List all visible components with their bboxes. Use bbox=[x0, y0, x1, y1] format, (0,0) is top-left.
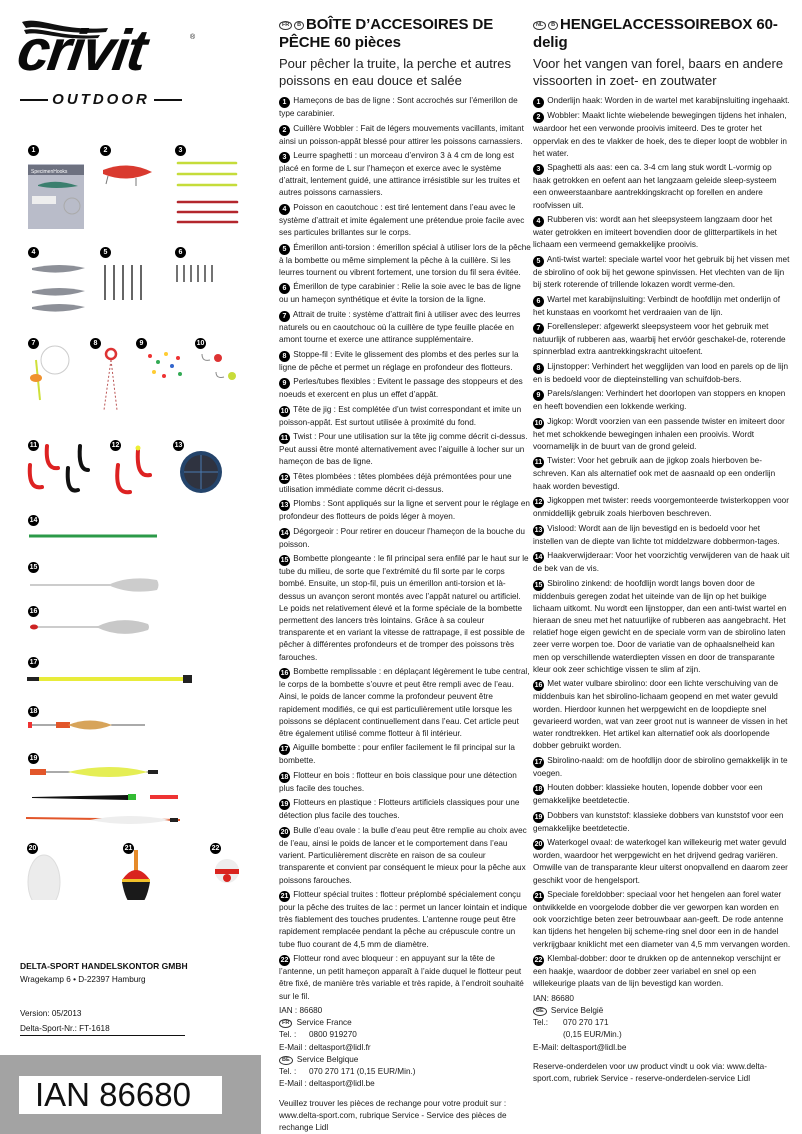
image-number-badge: 17 bbox=[29, 659, 38, 666]
divider bbox=[20, 1035, 185, 1036]
item-text: Flotteurs en plastique : Flotteurs artificiels classiques pour une détection plus facile des touches. bbox=[279, 798, 520, 821]
image-number-badge: 13 bbox=[174, 442, 183, 449]
tel-number: 070 270 171 bbox=[563, 1018, 609, 1028]
list-item bbox=[279, 770, 531, 795]
nl-flag-icon: NL bbox=[533, 21, 546, 30]
fr-spare-parts: Veuillez trouver les pièces de rechange pour votre produit sur : www.delta-sport.com, rubrique Service - Service des pièces de rechange Lidl bbox=[279, 1098, 507, 1132]
company-name: DELTA-SPORT HANDELSKONTOR GMBH bbox=[20, 961, 188, 971]
image-number-badge: 10 bbox=[196, 340, 205, 347]
item-text: Bombette remplissable : en déplaçant légèrement le tube central, le corps de la bombette s’ouvre et peut être rempli avec de l’eau. Ainsi, le poids de lancer comme la profondeur peuvent être rapidement modifiés, ce qui est particulièrement utile lorsque les poissons se déplacent continuellement dans l’eau. Cet article peut être également utilisé comme flotteur à fil intérieur. bbox=[279, 667, 530, 738]
item-number-badge: 22 bbox=[534, 957, 543, 965]
service-name: Service France bbox=[296, 1018, 352, 1028]
item-number-badge: 22 bbox=[280, 957, 289, 965]
be-flag-icon: BE bbox=[533, 1007, 547, 1016]
item-number-badge: 10 bbox=[280, 407, 289, 415]
item-text: Houten dobber: klassieke houten, lopende dobber voor een gemakkelijke beetdetectie. bbox=[533, 783, 763, 806]
list-item bbox=[533, 550, 791, 575]
item-number-badge: 20 bbox=[534, 841, 543, 849]
item-text: Leurre spaghetti : un morceau d’environ 3 à 4 cm de long est placé en forme de L sur l’hameçon et exerce avec le système d’attrait, lentement guidé, une attirance irrésistible sur les truites et autres poissons carnassiers. bbox=[279, 151, 520, 198]
item-text: Plombs : Sont appliqués sur la ligne et servent pour le réglage en profondeur des flotteurs de poids léger à moyen. bbox=[279, 499, 530, 522]
item-text: Attrait de truite : système d’attrait fini à utiliser avec des leurres naturels ou en caoutchouc où la cuillère de type feuille placée en amont tourne et exerce une attirance supplémentaire. bbox=[279, 309, 521, 345]
list-item bbox=[279, 123, 531, 148]
list-item bbox=[533, 110, 791, 160]
line-stopper-image bbox=[104, 349, 117, 410]
nl-service-email: E-Mail: deltasport@lidl.be bbox=[533, 1042, 627, 1052]
item-number-badge: 13 bbox=[534, 526, 543, 534]
item-text: Cuillère Wobbler : Fait de légers mouvements vacillants, imitant ainsi un poisson-appât blessé pour attirer les poissons carnassiers. bbox=[279, 123, 524, 146]
image-number-badge: 11 bbox=[29, 442, 38, 449]
be-flag-icon: BE bbox=[279, 1056, 293, 1065]
image-number-badge: 15 bbox=[29, 564, 38, 571]
list-item bbox=[279, 202, 531, 239]
fr-service-belgique bbox=[279, 1054, 531, 1066]
list-item bbox=[533, 95, 791, 108]
item-number-badge: 2 bbox=[279, 125, 290, 136]
fillable-sbirolino-image bbox=[30, 620, 149, 634]
tel-label: Tel.: bbox=[533, 1018, 549, 1028]
list-item bbox=[533, 455, 791, 492]
split-shot-box-image bbox=[180, 451, 222, 493]
item-number-badge: 6 bbox=[279, 283, 290, 294]
item-number-badge: 5 bbox=[533, 256, 544, 267]
item-number-badge: 19 bbox=[534, 813, 543, 821]
beads-image bbox=[145, 350, 185, 380]
wooden-float-image bbox=[28, 721, 145, 730]
dutch-section bbox=[533, 16, 791, 1085]
trout-spinner-image bbox=[30, 346, 69, 400]
item-number-badge: 1 bbox=[533, 97, 544, 108]
list-item bbox=[279, 281, 531, 306]
french-section bbox=[279, 16, 531, 1134]
b-flag-icon: B bbox=[548, 21, 558, 30]
item-number-badge: 8 bbox=[533, 363, 544, 374]
item-text: Dégorgeoir : Pour retirer en douceur l’hameçon de la bouche du poisson. bbox=[279, 526, 525, 549]
item-text: Forellensleper: afgewerkt sleepsysteem voor het gebruik met natuurlijk of rubberen aas, waarbij het ervóór geschakel-de, roterende spinnerblad extra aantrekkingskracht uitoefent. bbox=[533, 322, 786, 357]
fr-service-belgique-email: E-Mail : deltasport@lidl.be bbox=[279, 1079, 375, 1089]
nl-title-text: HENGELACCESSOIREBOX 60-delig bbox=[533, 16, 778, 51]
water-ball-oval-image bbox=[28, 855, 60, 900]
item-text: Sbirolino zinkend: de hoofdlijn wordt langs boven door de middenbuis geregen zodat het uiteinde van de lijn op het buikige lichaam uitkomt. Nu wordt een lijnstopper, dan een anti-twist wartel en hieraan de sneu met het natuurlijke of rubberen aas aangebracht. Het relatief hoge eigen gewicht en de speciale vorm van de sbirolino laten zeer verre worpen toe. Door de variatie van de ophaalsnelheid kan men op verschillende waterdiepten vissen en door de transparante kleur ook zeer schichtige vissen te slim af zijn. bbox=[533, 578, 787, 674]
list-item bbox=[533, 782, 791, 807]
list-item bbox=[279, 309, 531, 346]
nl-service-belgie bbox=[533, 1005, 791, 1017]
plastic-floats-image bbox=[26, 767, 180, 824]
nl-service-rate: (0,15 EUR/Min.) bbox=[563, 1030, 622, 1040]
list-item bbox=[279, 526, 531, 551]
item-text: Flotteur rond avec bloqueur : en appuyant sur la tête de l’antenne, un petit hameçon apparaît à l’aide duquel le flotteur peut être fixé, de manière très variable et très rapide, à l’endroit souhaité sur le fil. bbox=[279, 954, 524, 1001]
list-item bbox=[533, 162, 791, 212]
image-number-badge: 5 bbox=[100, 247, 111, 258]
nl-spare-parts: Reserve-onderdelen voor uw product vindt u ook via: www.delta-sport.com, rubriek Service - reserve-onderdelen-service Lidl bbox=[533, 1061, 767, 1084]
list-item bbox=[533, 953, 791, 990]
item-text: Vislood: Wordt aan de lijn bevestigd en is bedoeld voor het instellen van de diepte van lichte tot middelzware dobbermon-tages. bbox=[533, 523, 780, 546]
list-item bbox=[533, 254, 791, 291]
fr-flag-icon: FR bbox=[279, 1019, 292, 1028]
fr-service-belgique-tel bbox=[279, 1066, 531, 1078]
image-number-badge: 9 bbox=[136, 338, 147, 349]
item-text: Hameçons de bas de ligne : Sont accrochés sur l’émerillon de type carabinier. bbox=[279, 96, 518, 118]
fr-item-list bbox=[279, 95, 531, 1003]
item-number-badge: 5 bbox=[279, 244, 290, 255]
item-number-badge: 19 bbox=[280, 801, 289, 809]
list-item bbox=[533, 388, 791, 413]
item-text: Perles/tubes flexibles : Evitent le passage des stoppeurs et des noeuds et exercent en plus un effet d’appât. bbox=[279, 377, 523, 400]
item-number-badge: 8 bbox=[279, 351, 290, 362]
item-text: Tête de jig : Est complétée d’un twist correspondant et imite un poisson-appât. Est surtout utilisée à proximité du fond. bbox=[279, 404, 522, 427]
item-number-badge: 14 bbox=[280, 529, 289, 537]
item-text: Bulle d’eau ovale : la bulle d’eau peut être remplie au choix avec de l’eau, ainsi le poids de lancer et le comportement dans l’eau varient. Particulièrement discrète en raison de sa couleur transparente et convient par conséquent le mieux pour la pêche aux poissons farouches. bbox=[279, 825, 527, 885]
list-item bbox=[279, 95, 531, 120]
list-item bbox=[279, 498, 531, 523]
snap-swivels-image bbox=[177, 265, 212, 282]
item-text: Sbirolino-naald: om de hoofdlijn door de sbirolino gemakkelijk in te voegen. bbox=[533, 755, 788, 778]
item-text: Émerillon anti-torsion : émerillon spécial à utiliser lors de la pêche à la bombette ou même simplement la pêche à la cuillère. Si les leurres tournent ou vibrent fortement, une torsion du fil sera évitée. bbox=[279, 242, 531, 277]
item-text: Parels/slangen: Verhindert het doorlopen van stoppers en knopen en heeft bovendien een lokkende werking. bbox=[533, 389, 786, 412]
image-number-badge: 4 bbox=[28, 247, 39, 258]
jig-heads-image bbox=[202, 354, 236, 380]
item-text: Rubberen vis: wordt aan het sleepsysteem langzaam door het water getrokken en imiteert bovendien door de glitterpartikels in het lichaam een vermeend gemakkelijke prooivis. bbox=[533, 215, 777, 250]
list-item bbox=[279, 242, 531, 279]
fr-subtitle: Pour pêcher la truite, la perche et autres poissons en eau douce et salée bbox=[279, 56, 511, 88]
hooks-pack-label: SpecimenHooks bbox=[31, 169, 68, 175]
item-number-badge: 10 bbox=[534, 419, 543, 427]
image-number-badge: 12 bbox=[111, 442, 120, 449]
list-item bbox=[533, 523, 791, 548]
list-item bbox=[533, 294, 791, 319]
nl-ian: IAN: 86680 bbox=[533, 993, 574, 1003]
nl-service-tel bbox=[533, 1017, 791, 1029]
item-text: Klembal-dobber: door te drukken op de antennekop verschijnt er een haakje, waardoor de dobber zeer variabel en snel op een willekeurige plaats van de lijn bevestigd kan worden. bbox=[533, 954, 781, 989]
item-text: Lijnstopper: Verhindert het wegglijden van lood en parels op de lijn en is bedoeld voor de diepteinstelling van schuifdob-bers. bbox=[533, 361, 789, 384]
list-item bbox=[279, 431, 531, 468]
item-number-badge: 2 bbox=[533, 112, 544, 123]
service-name: Service Belgique bbox=[296, 1054, 359, 1064]
item-text: Aiguille bombette : pour enfiler facilement le fil principal sur la bombette. bbox=[279, 743, 515, 766]
logo-wordmark: crivit bbox=[13, 18, 150, 83]
image-number-badge: 3 bbox=[175, 145, 186, 156]
list-item bbox=[279, 404, 531, 429]
item-number-badge: 20 bbox=[280, 828, 289, 836]
image-number-badge: 8 bbox=[90, 338, 101, 349]
fr-title-text: BOÎTE D’ACCESOIRES DE PÊCHE 60 pièces bbox=[279, 16, 494, 51]
tel-number: 0800 919270 bbox=[309, 1030, 357, 1040]
tel-label: Tel. : bbox=[279, 1067, 297, 1077]
nl-item-list bbox=[533, 95, 791, 991]
image-number-badge: 16 bbox=[29, 608, 38, 615]
item-number-badge: 12 bbox=[534, 499, 543, 507]
item-text: Speciale foreldobber: speciaal voor het hengelen aan forel water ontwikkelde en voorgelode dobber die ver geworpen kan worden en ook voorzichtige beten zeer betrouwbaar aan-geeft. De rode antenne kan tijdens het hengelen bij scheme-ring snel door een in de handel verkrijgbaar kniklicht met een diameter van 4,5 mm vervangen worden. bbox=[533, 890, 791, 949]
item-text: Dobbers van kunststof: klassieke dobbers van kunststof voor een gemakkelijke beetdetectie. bbox=[533, 810, 784, 833]
fr-ian: IAN : 86680 bbox=[279, 1006, 323, 1016]
company-address: Wragekamp 6 • D-22397 Hamburg bbox=[20, 975, 146, 984]
list-item bbox=[533, 578, 791, 676]
list-item bbox=[533, 214, 791, 251]
list-item bbox=[279, 825, 531, 887]
list-item bbox=[279, 666, 531, 740]
item-text: Jigkoppen met twister: reeds voorgemonteerde twisterkoppen voor onmiddellijk gebruik zoals hierboven beschreven. bbox=[533, 496, 789, 519]
list-item bbox=[279, 889, 531, 951]
item-number-badge: 9 bbox=[533, 390, 544, 401]
twisters-image bbox=[30, 446, 88, 491]
anti-twist-swivels-image bbox=[105, 265, 141, 300]
list-item bbox=[279, 797, 531, 822]
b-flag-icon: B bbox=[294, 21, 304, 30]
image-number-badge: 22 bbox=[211, 845, 220, 852]
clip-ball-float-image bbox=[215, 859, 239, 883]
logo-outdoor-text: OUTDOOR bbox=[52, 91, 150, 108]
item-number-badge: 15 bbox=[280, 557, 289, 565]
list-item bbox=[533, 495, 791, 520]
item-text: Bombette plongeante : le fil principal sera enfilé par le haut sur le tube du milieu, de sorte que l’extrémité du fil sorte par le corps bombé. Ensuite, un stop-fil, puis un émerillon anti-torsion et là-dessus un avançon seront montés avec l’appât naturel ou artificiel. Le poids net relativement élevé et la forme spéciale de la bombette permettent des lancers très lointains. Grâce à sa couleur transparente et en variant la vitesse de rattrapage, il est possible de pêcher à différentes profondeurs et de tromper des poissons très farouches. bbox=[279, 554, 529, 662]
list-item bbox=[279, 376, 531, 401]
item-number-badge: 16 bbox=[534, 682, 543, 690]
service-name: Service België bbox=[550, 1006, 604, 1016]
image-number-badge: 14 bbox=[29, 517, 38, 524]
hooks-pack-image bbox=[28, 164, 84, 229]
item-number-badge: 16 bbox=[280, 670, 289, 678]
item-text: Têtes plombées : têtes plombées déjà prémontées pour une utilisation immédiate comme décrit ci-dessus. bbox=[279, 471, 512, 494]
item-number-badge: 21 bbox=[280, 893, 289, 901]
item-text: Waterkogel ovaal: de waterkogel kan willekeurig met water gevuld worden, waardoor het werpgewicht en het drijvend gedrag variëren. Omwille van de transparante kleur uiterst onopvallend en daarom zeer geschikt voor de hengelsport. bbox=[533, 838, 788, 885]
item-number-badge: 1 bbox=[279, 97, 290, 108]
list-item bbox=[533, 810, 791, 835]
fr-service-france bbox=[279, 1017, 531, 1029]
item-text: Haakverwijderaar: Voor het voorzichtig verwijderen van de haak uit de bek van de vis. bbox=[533, 551, 790, 574]
delta-sport-number: Delta-Sport-Nr.: FT-1618 bbox=[20, 1024, 110, 1033]
sinking-sbirolino-image bbox=[30, 578, 159, 591]
list-item bbox=[533, 321, 791, 358]
list-item bbox=[279, 953, 531, 1003]
list-item bbox=[533, 837, 791, 887]
spaghetti-lure-image bbox=[178, 163, 237, 222]
item-text: Wobbler: Maakt lichte wiebelende bewegingen tijdens het inhalen, waardoor het een verwonde prooivis imiteerd. Des te groter het oppervlak en des te vlakker de hoek, des te dieper loopt de wobbler in het water. bbox=[533, 111, 787, 158]
fr-service-france-tel bbox=[279, 1029, 531, 1041]
item-number-badge: 13 bbox=[280, 502, 289, 510]
item-number-badge: 11 bbox=[534, 459, 543, 467]
fr-service-france-email: E-Mail : deltasport@lidl.fr bbox=[279, 1042, 371, 1052]
item-number-badge: 18 bbox=[534, 786, 543, 794]
item-number-badge: 12 bbox=[280, 474, 289, 482]
list-item bbox=[533, 361, 791, 386]
image-number-badge: 6 bbox=[175, 247, 186, 258]
tel-label: Tel. : bbox=[279, 1030, 297, 1040]
jigs-with-twister-image bbox=[117, 446, 150, 493]
item-text: Wartel met karabijnsluiting: Verbindt de hoofdlijn met onderlijn of het kunstaas en voorkomt het verdraaien van de lijn. bbox=[533, 294, 780, 317]
list-item bbox=[279, 742, 531, 767]
item-text: Jigkop: Wordt voorzien van een passende twister en imiteert door het met schokkende bewegingen inhalen een prooivis. Wordt voornamelijk in de buurt van de grond geleid. bbox=[533, 416, 785, 451]
fr-title bbox=[279, 16, 531, 52]
item-number-badge: 7 bbox=[533, 323, 544, 334]
item-number-badge: 4 bbox=[279, 204, 290, 215]
image-number-badge: 21 bbox=[124, 845, 133, 852]
ian-label: IAN 86680 bbox=[19, 1076, 222, 1114]
item-number-badge: 21 bbox=[534, 893, 543, 901]
item-text: Émerillon de type carabinier : Relie la soie avec le bas de ligne ou un hameçon synthétique et évite la torsion de la ligne. bbox=[279, 282, 521, 305]
list-item bbox=[279, 471, 531, 496]
item-text: Poisson en caoutchouc : est tiré lentement dans l’eau avec le système d’attrait et imite également une prétendue proie facile avec ses particules brillantes sur le corps. bbox=[279, 202, 525, 238]
item-number-badge: 14 bbox=[534, 554, 543, 562]
list-item bbox=[533, 755, 791, 780]
rubber-fish-image bbox=[32, 265, 85, 312]
item-text: Onderlijn haak: Worden in de wartel met karabijnsluiting ingehaakt. bbox=[547, 96, 790, 105]
wobbler-image bbox=[103, 165, 152, 186]
item-number-badge: 17 bbox=[280, 746, 289, 754]
item-number-badge: 9 bbox=[279, 378, 290, 389]
item-number-badge: 3 bbox=[279, 152, 290, 163]
item-text: Spaghetti als aas: een ca. 3-4 cm lang stuk wordt L-vormig op haak getrokken en oefent aan het langzaam geleide sleep-systeem een onweerstaanbare aantrekkingskracht op forellen en andere roofvissen uit. bbox=[533, 163, 777, 210]
item-number-badge: 4 bbox=[533, 216, 544, 227]
item-text: Met water vulbare sbirolino: door een lichte verschuiving van de middenbuis kan het sbirolino-lichaam geopend en met water gevuld worden. Hierdoor kunnen het werpgewicht en de loopdiepte snel gevarieerd worden, wat van zeer groot nut is wanneer de vissen in het water rondtrekken. Het artikel kan alternatief ook als doorlopende dobber gebruikt worden. bbox=[533, 679, 788, 751]
item-number-badge: 3 bbox=[533, 164, 544, 175]
item-text: Flotteur en bois : flotteur en bois classique pour une détection plus facile des touches. bbox=[279, 770, 517, 793]
item-text: Twister: Voor het gebruik aan de jigkop zoals hierboven be-schreven. Kan als alternatief ook met de aasnaald op een onderlijn haak worden bevestigd. bbox=[533, 456, 776, 491]
image-number-badge: 2 bbox=[100, 145, 111, 156]
list-item bbox=[533, 678, 791, 752]
item-text: Flotteur spécial truites : flotteur préplombé spécialement conçu pour la pêche des truites de lac : permet un lancer lointain et indique très fiablement des touches prudentes. L’antenne rouge peut être rapidement remplacée pendant la pêche au crépuscule contre un tube fluo courant de 4,5 mm de diamètre. bbox=[279, 890, 528, 949]
tel-number: 070 270 171 (0,15 EUR/Min.) bbox=[309, 1067, 416, 1077]
list-item bbox=[279, 349, 531, 374]
nl-title bbox=[533, 16, 791, 52]
item-text: Stoppe-fil : Evite le glissement des plombs et des perles sur la ligne de pêche et permet un réglage en profondeur des flotteurs. bbox=[279, 349, 519, 372]
nl-subtitle: Voor het vangen van forel, baars en andere vissoorten in zoet- en zoutwater bbox=[533, 56, 784, 88]
item-text: Anti-twist wartel: speciale wartel voor het gebruik bij het vissen met de sbirolino of ook bij het gewone spinvissen. Het vlechten van de lijn bij sterk roterende of trillende lokazen wordt verme-den. bbox=[533, 254, 790, 290]
item-number-badge: 11 bbox=[280, 435, 289, 443]
list-item bbox=[279, 553, 531, 664]
item-number-badge: 17 bbox=[534, 758, 543, 766]
item-number-badge: 7 bbox=[279, 311, 290, 322]
list-item bbox=[533, 889, 791, 951]
item-text: Twist : Pour une utilisation sur la tête jig comme décrit ci-dessus. Peut aussi être monté alternativement avec l’aiguille à locher sur un hameçon de bas de ligne. bbox=[279, 432, 528, 467]
image-number-badge: 19 bbox=[29, 755, 38, 762]
fr-flag-icon: FR bbox=[279, 21, 292, 30]
trout-float-image bbox=[122, 850, 150, 900]
image-number-badge: 1 bbox=[28, 145, 39, 156]
logo-registered: ® bbox=[190, 34, 196, 41]
image-number-badge: 20 bbox=[28, 845, 37, 852]
image-number-badge: 7 bbox=[28, 338, 39, 349]
item-number-badge: 15 bbox=[534, 581, 543, 589]
image-number-badge: 18 bbox=[29, 708, 38, 715]
item-number-badge: 6 bbox=[533, 296, 544, 307]
item-number-badge: 18 bbox=[280, 773, 289, 781]
list-item bbox=[533, 416, 791, 453]
list-item bbox=[279, 150, 531, 200]
version: Version: 05/2013 bbox=[20, 1009, 82, 1018]
version-info bbox=[20, 1008, 110, 1038]
sbirolino-needle-image bbox=[27, 675, 192, 683]
product-illustrations bbox=[0, 0, 276, 900]
